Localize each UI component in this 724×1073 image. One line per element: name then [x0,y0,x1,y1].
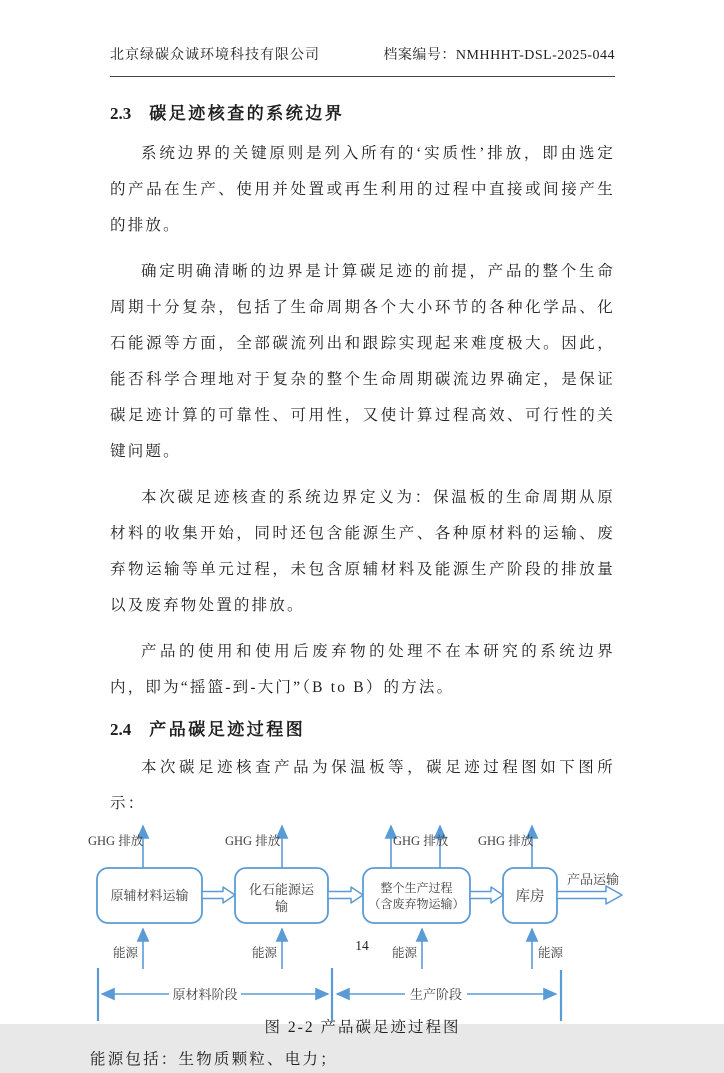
flow-box-raw-material-transport [97,868,202,923]
flow-box-fossil-energy-transport [235,868,328,923]
flow-box-warehouse [503,868,557,923]
file-number-value: NMHHHT-DSL-2025-044 [455,48,615,63]
ghg-arrow-icon [143,826,532,868]
paragraph: 产品的使用和使用后废弃物的处理不在本研究的系统边界内，即为“摇篮-到-大门”（B to B）的方法。 [110,643,615,696]
svg-text:原辅材料运输: 原辅材料运输 [110,888,189,903]
svg-text:整个生产过程: 整个生产过程 [380,881,453,895]
page-number: 14 [355,938,369,953]
section-2-4-number: 2.4 [110,720,132,739]
section-2-3-number: 2.3 [110,104,132,123]
page-header [110,44,615,77]
stage-label-production: 生产阶段 [409,987,463,1002]
stage-label-raw-material: 原材料阶段 [172,987,238,1002]
product-transport-label: 产品运输 [567,872,620,887]
svg-text:库房: 库房 [515,889,545,905]
svg-text:（含废弃物运输）: （含废弃物运输） [368,897,465,911]
paragraph: 本次碳足迹核查的系统边界定义为：保温板的生命周期从原材料的收集开始，同时还包含能源生产、各种原材料的运输、废弃物运输等单元过程，未包含原辅材料及能源生产阶段的排放量以及废弃物处置的排放。 [110,489,615,614]
section-2-3-title: 碳足迹核查的系统边界 [149,104,345,123]
ghg-label: GHG 排放 [88,834,144,848]
energy-note: 能源包括：生物质颗粒、电力； [90,1051,338,1068]
svg-text:化石能源运: 化石能源运 [248,882,315,897]
energy-label: 能源 [538,946,564,960]
paragraph: 系统边界的关键原则是列入所有的‘实质性’排放，即由选定的产品在生产、使用并处置或再生利用的过程中直接或间接产生的排放。 [110,145,615,234]
energy-label: 能源 [251,946,277,960]
section-2-3-heading [110,102,615,126]
energy-label: 能源 [391,946,417,960]
ghg-label: GHG 排放 [393,834,449,848]
ghg-label: GHG 排放 [478,834,534,848]
energy-label: 能源 [112,946,138,960]
figure-caption: 图 2-2 产品碳足迹过程图 [264,1019,461,1036]
diagram-intro: 本次碳足迹核查产品为保温板等，碳足迹过程图如下图所示： [110,759,615,812]
file-number [383,44,615,64]
svg-text:输: 输 [274,899,289,914]
flow-box-production-process [363,868,470,923]
section-2-4-title: 产品碳足迹过程图 [149,720,306,739]
file-number-label: 档案编号： [383,48,456,63]
carbon-footprint-flow-diagram [85,816,625,1021]
paragraph: 确定明确清晰的边界是计算碳足迹的前提，产品的整个生命周期十分复杂，包括了生命周期各个大小环节的各种化学品、化石能源等方面，全部碳流列出和跟踪实现起来难度极大。因此，能否科学合理地对于复杂的整个生命周期碳流边界确定，是保证碳足迹计算的可靠性、可用性，又使计算过程高效、可行性的关键问题。 [110,263,615,460]
ghg-label: GHG 排放 [225,834,281,848]
section-2-4-heading [110,718,615,742]
stage-span-icon [98,968,561,1021]
company-name: 北京绿碳众诚环境科技有限公司 [110,48,320,63]
